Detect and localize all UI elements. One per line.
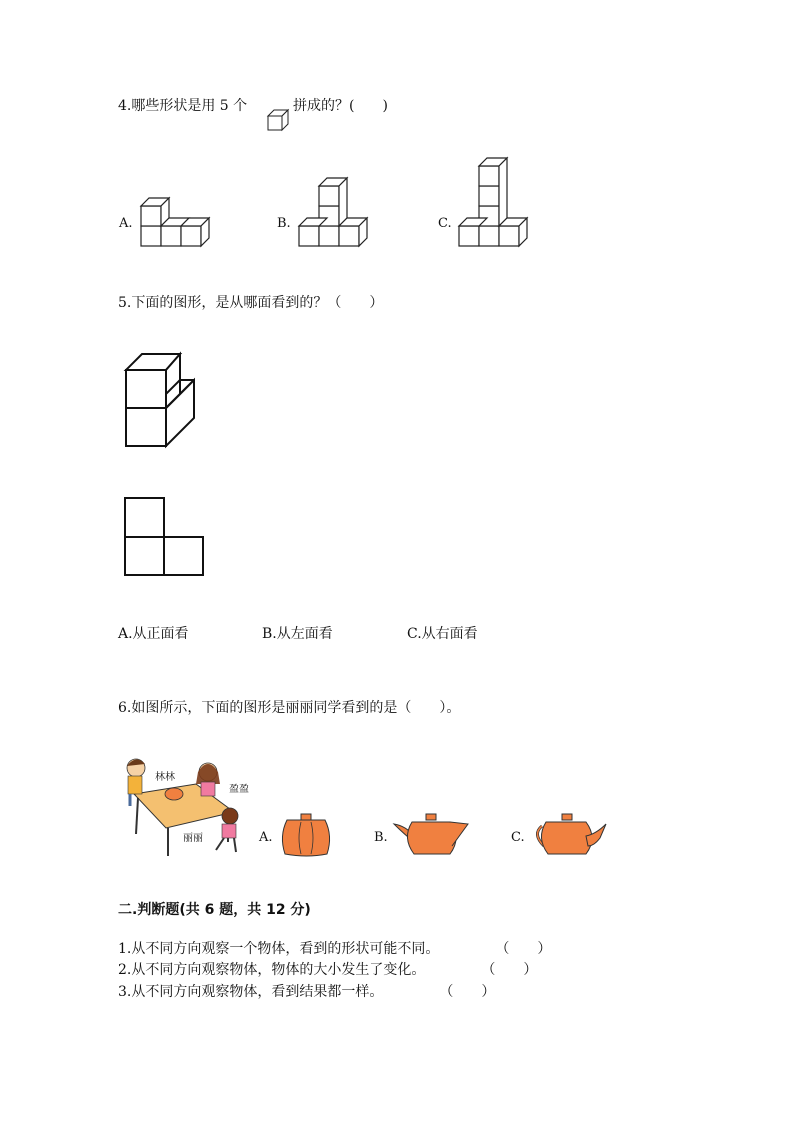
teapot-spout-left-b bbox=[392, 812, 470, 858]
name-lili: 丽丽 bbox=[183, 833, 203, 844]
q4-option-c: C. bbox=[438, 216, 452, 231]
q4-prefix: 4.哪些形状是用 5 个 bbox=[118, 98, 248, 114]
q4-shape-a bbox=[140, 196, 212, 248]
small-cube-icon bbox=[266, 108, 292, 134]
q4-option-b: B. bbox=[277, 216, 291, 231]
judge-item-2: 2.从不同方向观察物体，物体的大小发生了变化。 （ ） bbox=[118, 962, 538, 978]
q4-shape-c bbox=[458, 156, 530, 248]
name-yingying: 盈盈 bbox=[229, 784, 249, 795]
q6-option-a: A. bbox=[259, 830, 273, 845]
q4-option-a: A. bbox=[119, 216, 133, 231]
name-linlin: 林林 bbox=[155, 772, 175, 783]
section2-title: 二.判断题(共 6 题，共 12 分) bbox=[118, 902, 311, 918]
q4-shape-b bbox=[298, 176, 370, 248]
q6-option-b: B. bbox=[374, 830, 388, 845]
judge-item-3: 3.从不同方向观察物体，看到结果都一样。 （ ） bbox=[118, 984, 496, 1000]
teapot-side-view-a bbox=[277, 812, 335, 858]
q5-text: 5.下面的图形，是从哪面看到的？（ ） bbox=[118, 295, 384, 311]
q5-option-b: B.从左面看 bbox=[262, 626, 333, 642]
q5-view-figure bbox=[123, 496, 207, 578]
teapot-spout-right-c bbox=[530, 812, 608, 858]
q5-solid-figure bbox=[124, 352, 200, 448]
judge-item-1: 1.从不同方向观察一个物体，看到的形状可能不同。 （ ） bbox=[118, 941, 552, 957]
q6-option-c: C. bbox=[511, 830, 525, 845]
q4-suffix: 拼成的？( ) bbox=[293, 98, 388, 114]
q5-option-c: C.从右面看 bbox=[407, 626, 478, 642]
q6-text: 6.如图所示，下面的图形是丽丽同学看到的是（ ）。 bbox=[118, 700, 461, 716]
q5-option-a: A.从正面看 bbox=[118, 626, 189, 642]
